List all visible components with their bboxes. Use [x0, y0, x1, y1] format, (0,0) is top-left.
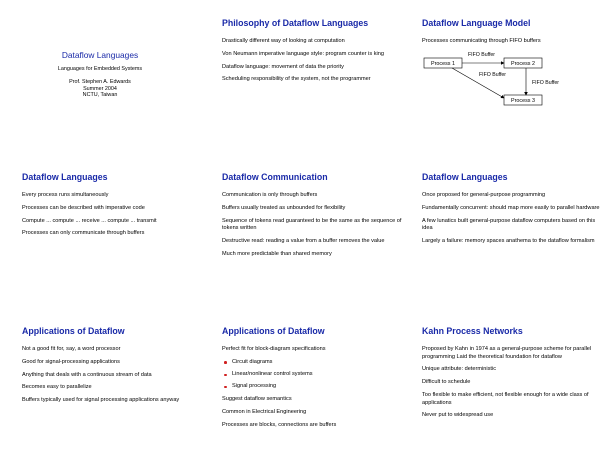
paragraph: Compute ... compute ... receive ... compute ... transmit [22, 217, 157, 224]
process-2-label: Process 2 [511, 61, 535, 68]
cover-institution: NCTU, Taiwan [82, 92, 118, 99]
paragraph: Sequence of tokens read guaranteed to be the same as the sequence of tokens written [222, 217, 402, 232]
cover-term: Summer 2004 [83, 85, 117, 92]
paragraph: Von Neumann imperative language style: program counter is king [222, 50, 384, 57]
fifo-label-top: FIFO Buffer [468, 52, 496, 58]
paragraph: Proposed by Kahn in 1974 as a general-purpose scheme for parallel programming Laid the theoretical foundation for dataflow [422, 346, 592, 360]
bullet-item: Linear/nonlinear control systems [222, 371, 404, 379]
paragraph: Buffers typically used for signal processing applications anyway [22, 397, 180, 404]
paragraph: Much more predictable than shared memory [222, 250, 332, 257]
paragraph: Processes communicating through FIFO buffers [422, 38, 541, 44]
process-network-diagram [422, 48, 600, 138]
paragraph: Communication is only through buffers [222, 192, 318, 198]
paragraph: Buffers usually treated as unbounded for flexibility [222, 204, 346, 211]
paragraph: Becomes easy to parallelize [22, 384, 92, 391]
slide-title: Philosophy of Dataflow Languages [222, 18, 369, 28]
slide-philosophy [222, 18, 412, 168]
slide-applications-a [22, 326, 212, 476]
paragraph: Common in Electrical Engineering [222, 408, 307, 415]
process-3-label: Process 3 [511, 98, 535, 105]
paragraph: Largely a failure: memory spaces anathema to the dataflow formalism [422, 237, 595, 244]
paragraph: Processes can only communicate through buffers [22, 230, 145, 237]
cover-title: Dataflow Languages [61, 50, 139, 60]
slide-body [422, 346, 600, 425]
slide-applications-b [222, 326, 412, 476]
slide-title: Applications of Dataflow [222, 326, 325, 336]
paragraph: Dataflow language: movement of data the priority [222, 63, 344, 70]
paragraph: Too flexible to make efficient, not flexible enough for a wide class of applications [422, 391, 589, 406]
paragraph: Anything that deals with a continuous stream of data [22, 371, 152, 378]
slide-language-model [422, 18, 600, 168]
fifo-label-right: FIFO Buffer [532, 80, 560, 86]
paragraph: Destructive read: reading a value from a buffer removes the value [222, 237, 385, 244]
bullet-item: Circuit diagrams [222, 359, 404, 367]
paragraph: Processes are blocks, connections are buffers [222, 421, 337, 428]
bullet-item: Signal processing [222, 383, 404, 391]
paragraph: Unique attribute: deterministic [422, 366, 496, 373]
paragraph: Drastically different way of looking at computation [222, 38, 345, 44]
slide-title: Dataflow Languages [22, 172, 108, 182]
slide-body [22, 192, 204, 243]
paragraph: Difficult to schedule [422, 379, 471, 386]
cover-author: Prof. Stephen A. Edwards [69, 78, 131, 85]
paragraph: Processes can be described with imperative code [22, 204, 145, 211]
paragraph: Suggest dataflow semantics [222, 395, 292, 402]
slide-body [222, 192, 404, 264]
paragraph: Scheduling responsibility of the system, not the programmer [222, 76, 371, 83]
slide-body [422, 192, 600, 251]
slide-dataflow-communication [222, 172, 412, 322]
slide-title: Dataflow Communication [222, 172, 328, 182]
paragraph: Fundamentally concurrent: should map more easily to parallel hardware [422, 204, 600, 211]
paragraph: Not a good fit for, say, a word processor [22, 346, 121, 352]
cover-subtitle: Languages for Embedded Systems [57, 66, 143, 72]
slide-title: Dataflow Language Model [422, 18, 531, 28]
fifo-label-mid: FIFO Buffer [479, 72, 507, 78]
process-1-label: Process 1 [431, 61, 455, 68]
slide-body [22, 346, 204, 410]
paragraph: Every process runs simultaneously [22, 192, 109, 198]
slide-title: Applications of Dataflow [22, 326, 125, 336]
slide-dataflow-languages-b [422, 172, 600, 322]
paragraph: A few lunatics built general-purpose dataflow computers based on this idea [422, 217, 596, 232]
paragraph: Good for signal-processing applications [22, 358, 120, 365]
slide-body [222, 346, 404, 434]
slide-body [222, 38, 404, 89]
slide-kahn-process-networks [422, 326, 600, 476]
slide-title: Dataflow Languages [422, 172, 508, 182]
slide-dataflow-languages-a [22, 172, 212, 322]
bullet-list [222, 359, 404, 391]
paragraph: Once proposed for general-purpose programming [422, 192, 546, 198]
paragraph: Perfect fit for block-diagram specifications [222, 346, 326, 352]
slide-title: Kahn Process Networks [422, 326, 523, 336]
paragraph: Never put to widespread use [422, 412, 494, 419]
